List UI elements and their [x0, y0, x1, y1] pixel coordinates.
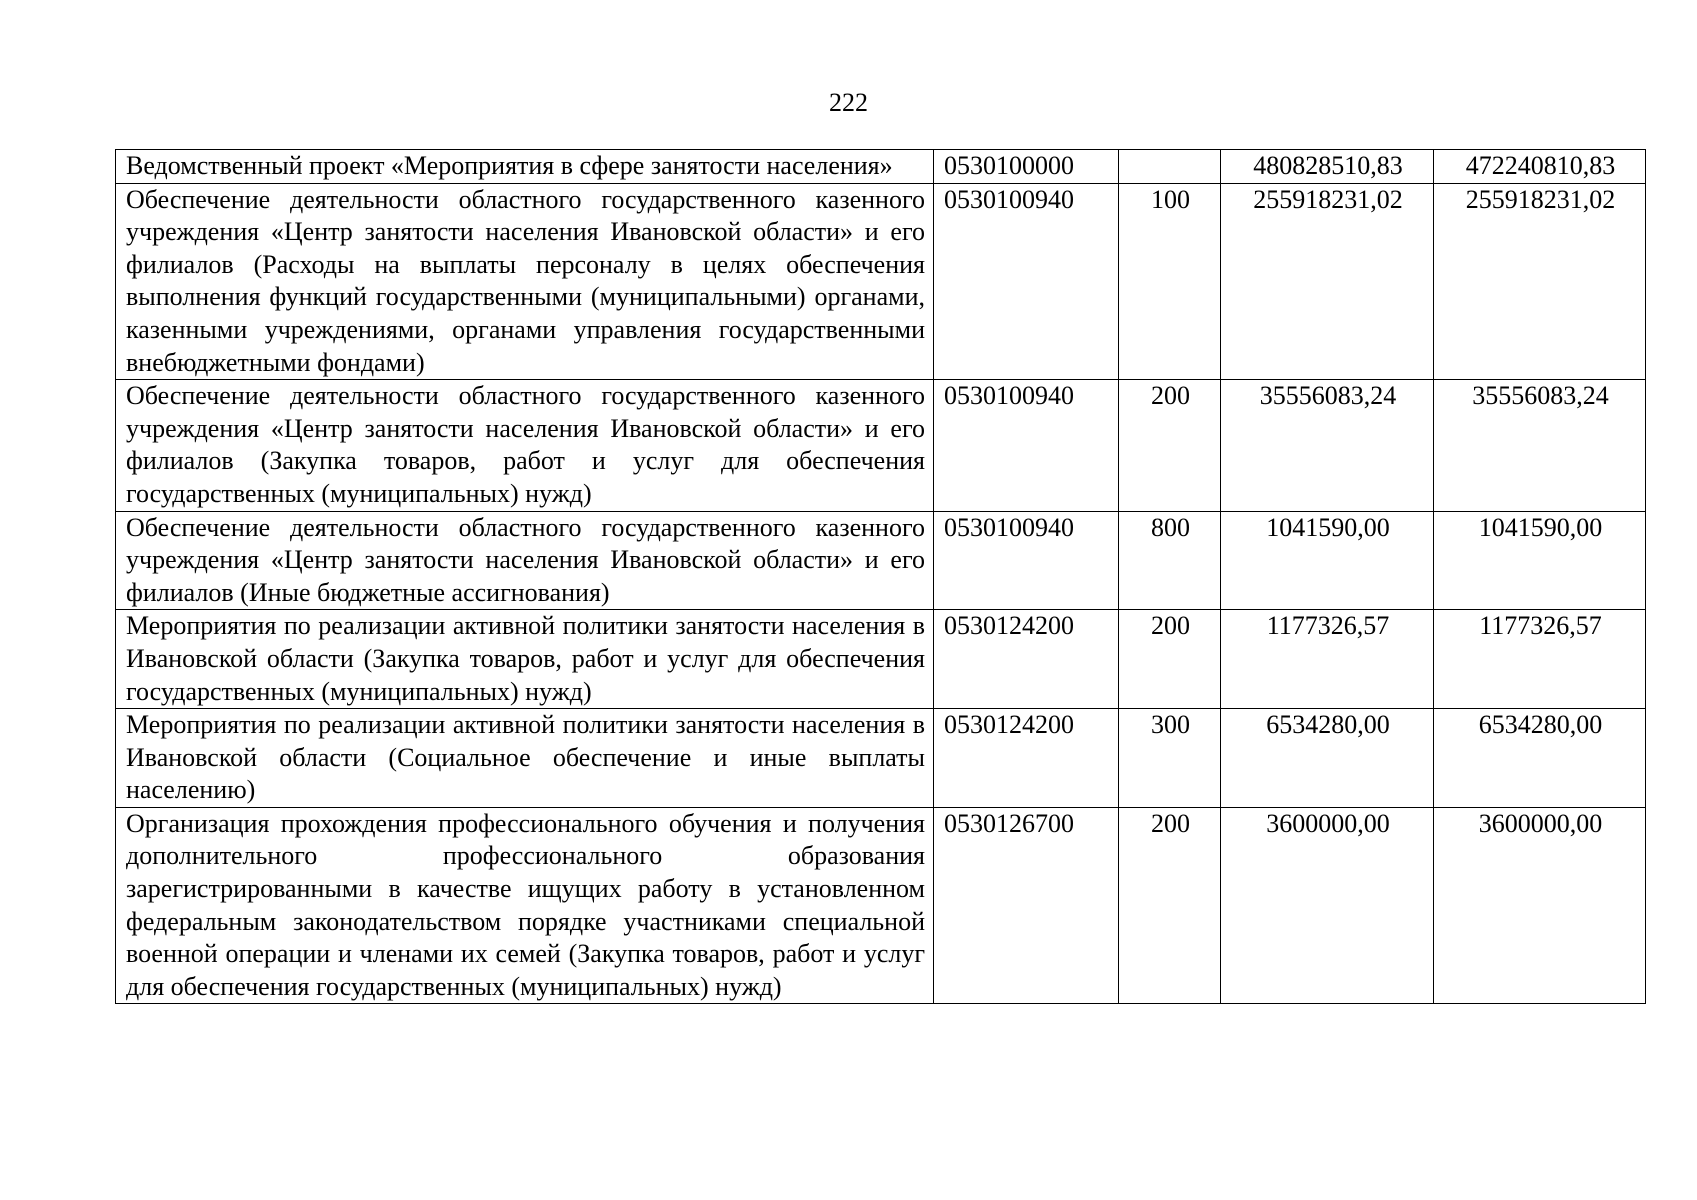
row-name: Ведомственный проект «Мероприятия в сфере занятости населения» — [116, 150, 934, 184]
row-amount-1: 480828510,83 — [1221, 150, 1434, 184]
row-amount-2: 1041590,00 — [1434, 511, 1646, 610]
row-code: 0530126700 — [934, 807, 1119, 1004]
row-expense-type: 200 — [1119, 807, 1221, 1004]
row-amount-1: 1041590,00 — [1221, 511, 1434, 610]
row-code: 0530100940 — [934, 380, 1119, 511]
row-code: 0530100940 — [934, 183, 1119, 380]
row-expense-type: 300 — [1119, 709, 1221, 808]
row-code: 0530124200 — [934, 709, 1119, 808]
row-amount-1: 3600000,00 — [1221, 807, 1434, 1004]
row-amount-2: 35556083,24 — [1434, 380, 1646, 511]
table-row — [116, 150, 1646, 184]
row-amount-1: 6534280,00 — [1221, 709, 1434, 808]
table-row — [116, 511, 1646, 610]
table-row — [116, 807, 1646, 1004]
row-name: Обеспечение деятельности областного государственного казенного учреждения «Центр занятости населения Ивановской области» и его филиалов (Закупка товаров, работ и услуг для обеспечения государственных (муниципальных) нужд) — [116, 380, 934, 511]
table-row — [116, 380, 1646, 511]
table-row — [116, 610, 1646, 709]
row-amount-2: 3600000,00 — [1434, 807, 1646, 1004]
row-expense-type — [1119, 150, 1221, 184]
row-expense-type: 200 — [1119, 380, 1221, 511]
table-row — [116, 183, 1646, 380]
row-amount-1: 255918231,02 — [1221, 183, 1434, 380]
page-number: 222 — [829, 88, 868, 117]
row-expense-type: 100 — [1119, 183, 1221, 380]
row-amount-2: 1177326,57 — [1434, 610, 1646, 709]
row-amount-1: 1177326,57 — [1221, 610, 1434, 709]
table-row — [116, 709, 1646, 808]
row-amount-2: 255918231,02 — [1434, 183, 1646, 380]
row-code: 0530124200 — [934, 610, 1119, 709]
row-amount-1: 35556083,24 — [1221, 380, 1434, 511]
row-expense-type: 800 — [1119, 511, 1221, 610]
row-amount-2: 472240810,83 — [1434, 150, 1646, 184]
row-name: Мероприятия по реализации активной политики занятости населения в Ивановской области (Закупка товаров, работ и услуг для обеспечения государственных (муниципальных) нужд) — [116, 610, 934, 709]
row-expense-type: 200 — [1119, 610, 1221, 709]
row-name: Обеспечение деятельности областного государственного казенного учреждения «Центр занятости населения Ивановской области» и его филиалов (Расходы на выплаты персоналу в целях обеспечения выполнения функций государственными (муниципальными) органами, казенными учреждениями, органами управления государственными внебюджетными фондами) — [116, 183, 934, 380]
budget-table — [115, 149, 1646, 1004]
row-name: Организация прохождения профессионального обучения и получения дополнительного профессионального образования зарегистрированными в качестве ищущих работу в установленном федеральным законодательством порядке участниками специальной военной операции и членами их семей (Закупка товаров, работ и услуг для обеспечения государственных (муниципальных) нужд) — [116, 807, 934, 1004]
row-name: Обеспечение деятельности областного государственного казенного учреждения «Центр занятости населения Ивановской области» и его филиалов (Иные бюджетные ассигнования) — [116, 511, 934, 610]
row-code: 0530100000 — [934, 150, 1119, 184]
row-amount-2: 6534280,00 — [1434, 709, 1646, 808]
row-name: Мероприятия по реализации активной политики занятости населения в Ивановской области (Социальное обеспечение и иные выплаты населению) — [116, 709, 934, 808]
row-code: 0530100940 — [934, 511, 1119, 610]
